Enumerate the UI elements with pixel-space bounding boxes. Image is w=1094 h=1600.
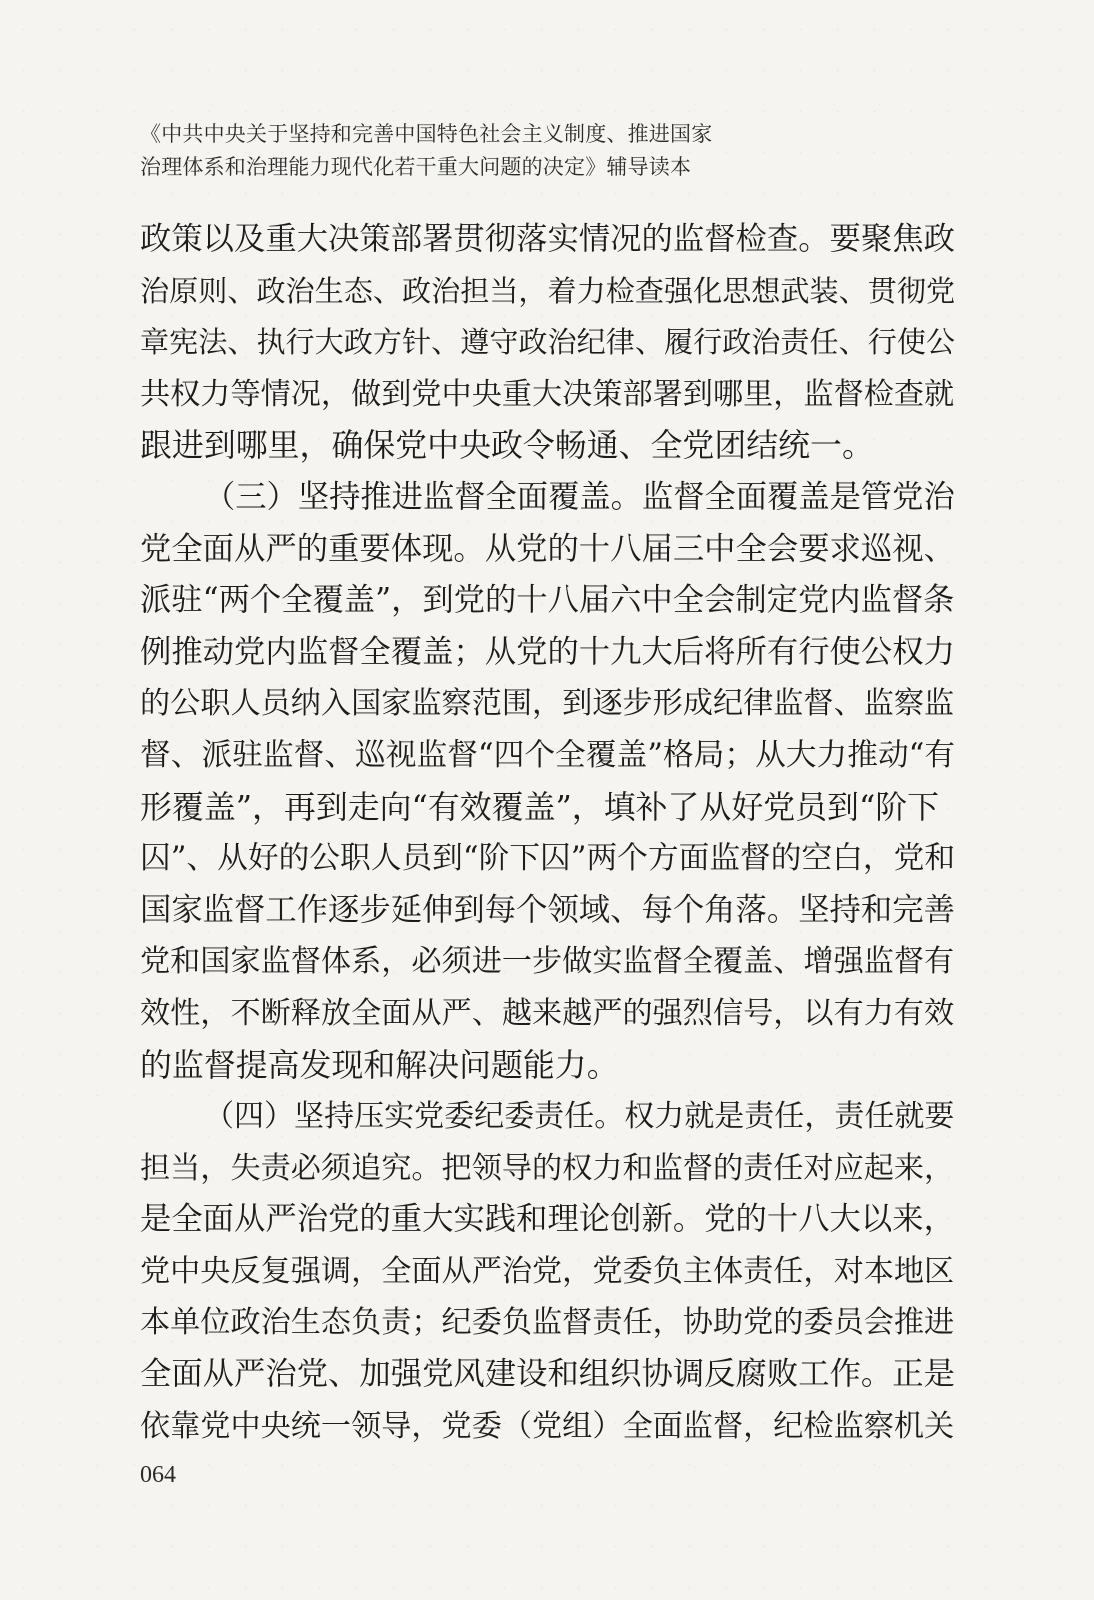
text-line: 的监督提高发现和解决问题能力。 xyxy=(140,1045,619,1084)
text-line: 治原则、政治生态、政治担当，着力检查强化思想武装、贯彻党 xyxy=(140,273,956,308)
text-line: 共权力等情况，做到党中央重大决策部署到哪里，监督检查就 xyxy=(140,376,955,412)
body-text xyxy=(140,214,970,1452)
page-number: 064 xyxy=(140,1462,176,1488)
text-line: 督、派驻监督、巡视监督“四个全覆盖”格局；从大力推动“有 xyxy=(140,736,956,773)
text-line: 国家监督工作逐步延伸到每个领域、每个角落。坚持和完善 xyxy=(140,891,955,928)
running-header xyxy=(140,118,940,184)
text-line: 派驻“两个全覆盖”，到党的十八届六中全会制定党内监督条 xyxy=(140,582,955,619)
text-line: 全面从严治党、加强党风建设和组织协调反腐败工作。正是 xyxy=(140,1356,955,1393)
running-header-line-2: 治理体系和治理能力现代化若干重大问题的决定》辅导读本 xyxy=(140,155,692,179)
text-line: 党中央反复强调，全面从严治党，党委负主体责任，对本地区 xyxy=(140,1253,955,1289)
text-line: 跟进到哪里，确保党中央政令畅通、全党团结统一。 xyxy=(140,426,874,465)
text-line: 囚”、从好的公职人员到“阶下囚”两个方面监督的空白，党和 xyxy=(140,840,956,877)
text-line: 党全面从严的重要体现。从党的十八届三中全会要求巡视、 xyxy=(140,530,955,567)
text-line: 担当，失责必须追究。把领导的权力和监督的责任对应起来， xyxy=(140,1150,955,1186)
text-line: 政策以及重大决策部署贯彻落实情况的监督检查。要聚焦政 xyxy=(140,221,955,257)
text-line: 章宪法、执行大政方针、遵守政治纪律、履行政治责任、行使公 xyxy=(140,325,956,360)
text-line: 党和国家监督体系，必须进一步做实监督全覆盖、增强监督有 xyxy=(140,944,955,980)
section-heading-line: （三）坚持推进监督全面覆盖。监督全面覆盖是管党治 xyxy=(204,478,955,515)
text-line: 效性，不断释放全面从严、越来越严的强烈信号，以有力有效 xyxy=(140,995,955,1031)
text-line: 依靠党中央统一领导，党委（党组）全面监督，纪检监察机关 xyxy=(140,1408,955,1444)
text-line: 形覆盖”，再到走向“有效覆盖”，填补了从好党员到“阶下 xyxy=(140,787,940,826)
text-line: 本单位政治生态负责；纪委负监督责任，协助党的委员会推进 xyxy=(140,1305,955,1341)
section-heading-line: （四）坚持压实党委纪委责任。权力就是责任，责任就要 xyxy=(204,1099,955,1135)
text-line: 是全面从严治党的重大实践和理论创新。党的十八大以来， xyxy=(140,1201,955,1238)
running-header-line-1: 《中共中央关于坚持和完善中国特色社会主义制度、推进国家 xyxy=(140,122,713,146)
text-line: 的公职人员纳入国家监察范围，到逐步形成纪律监督、监察监 xyxy=(140,686,955,722)
text-line: 例推动党内监督全覆盖；从党的十九大后将所有行使公权力 xyxy=(140,633,955,670)
